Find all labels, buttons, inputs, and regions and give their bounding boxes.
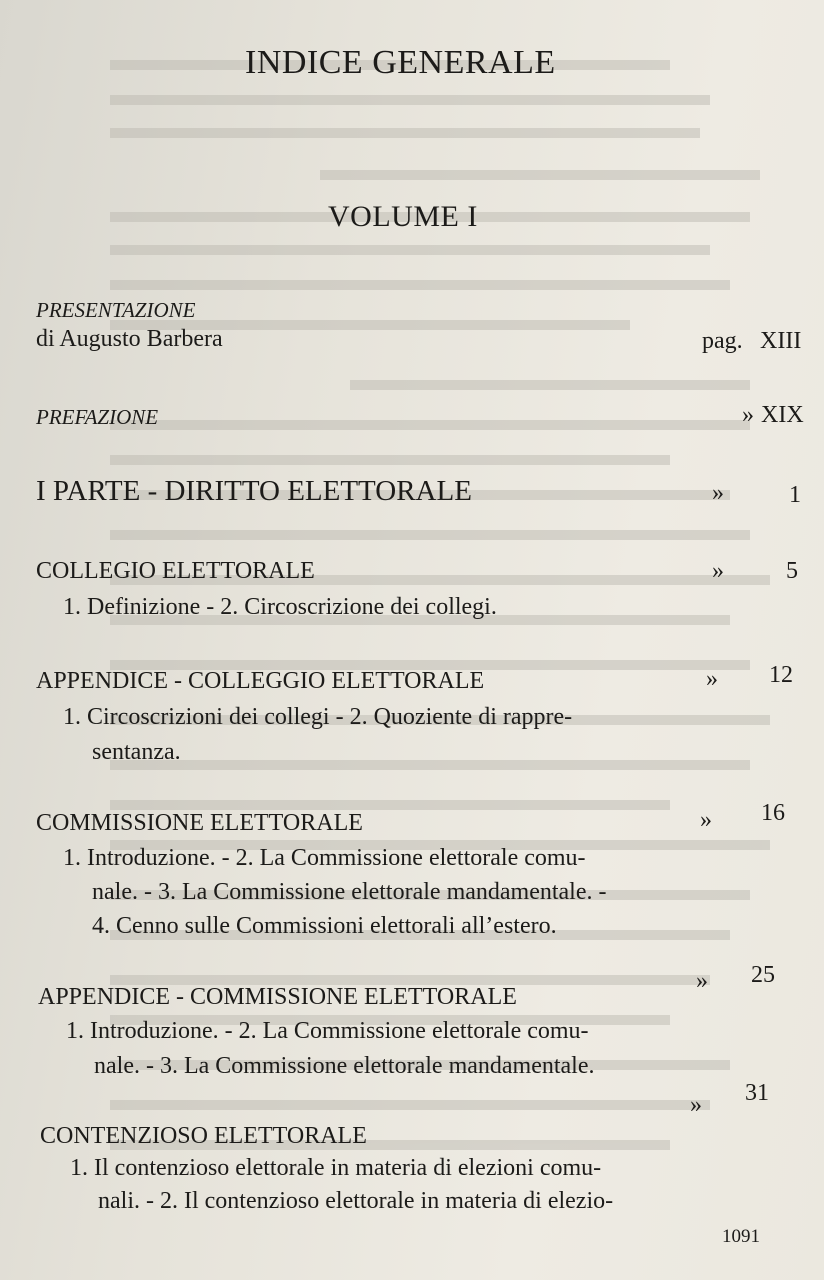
page-title: INDICE GENERALE [245, 44, 556, 81]
toc-heading: COLLEGIO ELETTORALE [36, 558, 315, 584]
toc-subentry-line: 1. Definizione - 2. Circoscrizione dei collegi. [63, 594, 497, 620]
toc-page-marker: » [712, 558, 724, 584]
toc-page-marker: » [700, 807, 712, 833]
toc-subentry-line: 1. Circoscrizioni dei collegi - 2. Quoziente di rappre- [63, 704, 573, 730]
toc-heading: APPENDICE - COLLEGGIO ELETTORALE [36, 668, 485, 694]
toc-heading-prefazione: PREFAZIONE [36, 405, 159, 429]
toc-page-number: XIII [760, 328, 802, 354]
toc-heading-parte: I PARTE - DIRITTO ELETTORALE [36, 475, 472, 507]
toc-page-number: 31 [745, 1080, 769, 1106]
toc-page-number: XIX [761, 402, 804, 428]
toc-subentry-line: sentanza. [92, 739, 181, 765]
toc-heading: APPENDICE - COMMISSIONE ELETTORALE [38, 984, 517, 1010]
toc-subentry-line: 1. Il contenzioso elettorale in materia di elezioni comu- [70, 1155, 602, 1181]
toc-page-marker: » [706, 666, 718, 692]
toc-page-marker: » [690, 1092, 702, 1118]
page-number: 1091 [722, 1226, 760, 1247]
volume-heading: VOLUME I [328, 200, 478, 233]
toc-page-marker: pag. [702, 328, 743, 354]
toc-heading: COMMISSIONE ELETTORALE [36, 810, 363, 836]
toc-page-marker: » [742, 402, 754, 428]
toc-page-number: 5 [786, 558, 798, 584]
toc-subentry-line: 1. Introduzione. - 2. La Commissione elettorale comu- [66, 1018, 589, 1044]
toc-subentry-line: nale. - 3. La Commissione elettorale mandamentale. [94, 1053, 595, 1079]
toc-subentry-line: 4. Cenno sulle Commissioni elettorali all’estero. [92, 913, 557, 939]
toc-subentry-line: 1. Introduzione. - 2. La Commissione elettorale comu- [63, 845, 586, 871]
toc-heading-presentazione: PRESENTAZIONE [36, 298, 196, 322]
toc-page-number: 12 [769, 662, 793, 688]
toc-heading: CONTENZIOSO ELETTORALE [40, 1123, 367, 1149]
toc-page-marker: » [712, 480, 724, 506]
toc-subentry-line: nale. - 3. La Commissione elettorale mandamentale. - [92, 879, 607, 905]
toc-page-number: 1 [789, 482, 801, 508]
toc-author-line: di Augusto Barbera [36, 326, 223, 352]
toc-subentry-line: nali. - 2. Il contenzioso elettorale in materia di elezio- [98, 1188, 614, 1214]
toc-page-marker: » [696, 968, 708, 994]
toc-page-number: 25 [751, 962, 775, 988]
toc-page-number: 16 [761, 800, 785, 826]
